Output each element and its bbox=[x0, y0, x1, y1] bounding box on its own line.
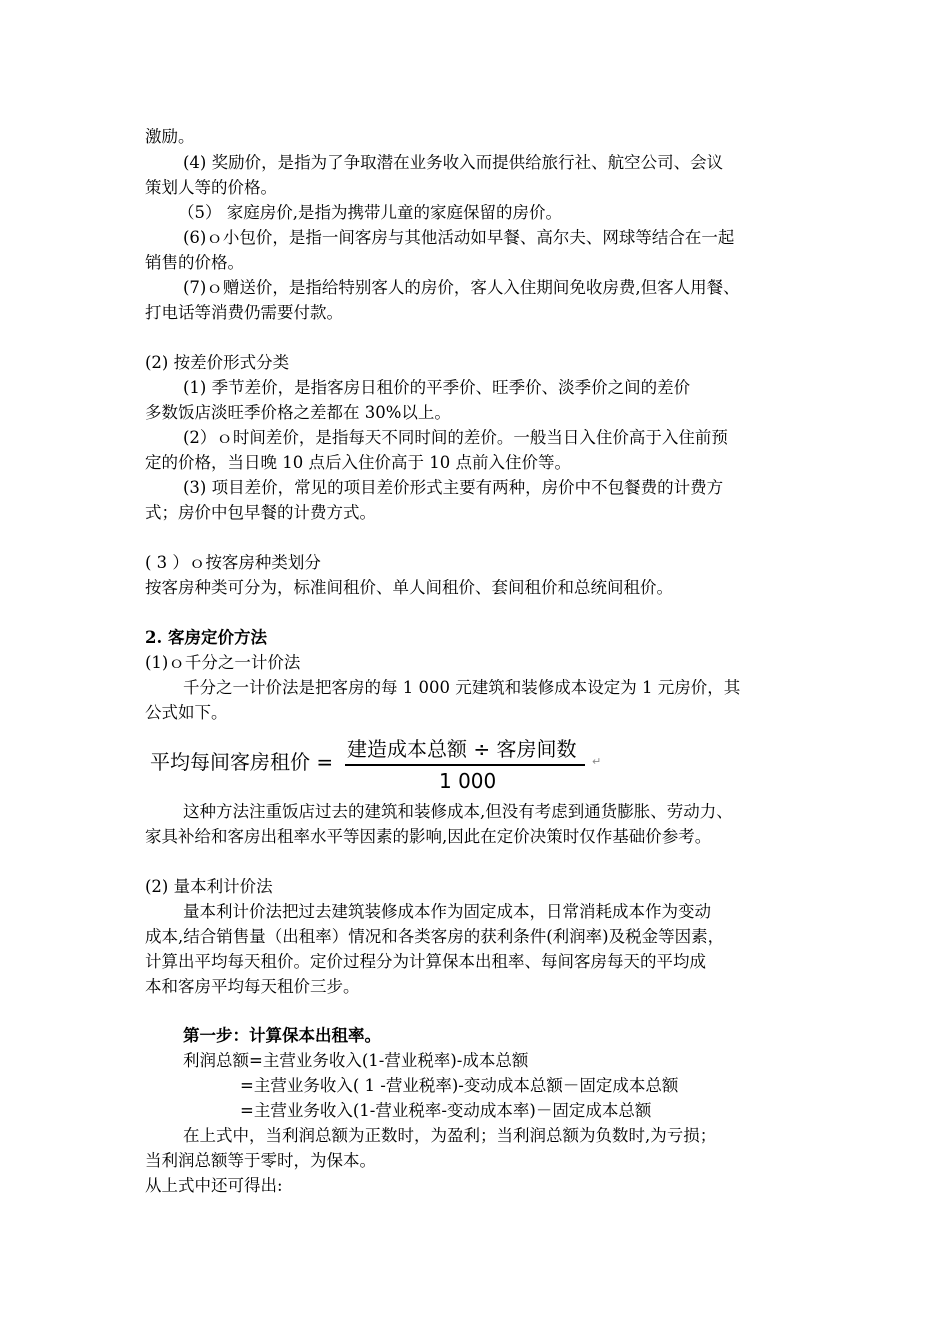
formula-numerator: 建造成本总额 ÷ 客房间数 bbox=[347, 737, 577, 761]
formula-lhs: 平均每间客房租价 = bbox=[150, 750, 334, 774]
equation-line: 利润总额=主营业务收入(1-营业税率)-成本总额 bbox=[183, 1051, 529, 1070]
text-line: 多数饭店淡旺季价格之差都在 30%以上。 bbox=[145, 403, 451, 422]
section-heading: (2) 按差价形式分类 bbox=[145, 353, 290, 372]
equation-line: =主营业务收入( 1 -营业税率)-变动成本总额－固定成本总额 bbox=[240, 1076, 679, 1095]
text-line: 式；房价中包早餐的计费方式。 bbox=[145, 503, 376, 522]
text-line: 成本,结合销售量（出租率）情况和各类客房的获利条件(利润率)及税金等因素， bbox=[145, 927, 725, 946]
formula bbox=[150, 733, 610, 793]
step-heading: 第一步：计算保本出租率。 bbox=[183, 1026, 381, 1045]
formula-denominator: 1 000 bbox=[439, 769, 497, 793]
text-line: (1) 季节差价，是指客房日租价的平季价、旺季价、淡季价之间的差价 bbox=[183, 378, 691, 397]
section-heading: 2. 客房定价方法 bbox=[145, 628, 267, 647]
text-line: 从上式中还可得出: bbox=[145, 1176, 283, 1195]
text-line: 定的价格，当日晚 10 点后入住价高于 10 点前入住价等。 bbox=[145, 453, 571, 472]
text-line: 本和客房平均每天租价三步。 bbox=[145, 977, 360, 996]
text-line: (3) 项目差价，常见的项目差价形式主要有两种，房价中不包餐费的计费方 bbox=[183, 478, 724, 497]
text-line: （5） 家庭房价,是指为携带儿童的家庭保留的房价。 bbox=[178, 203, 562, 222]
section-heading: ( 3 ）ｏ按客房种类划分 bbox=[145, 553, 321, 572]
subsection-heading: (2) 量本利计价法 bbox=[145, 877, 273, 896]
text-line: 公式如下。 bbox=[145, 703, 228, 722]
equation-line: =主营业务收入(1-营业税率-变动成本率)－固定成本总额 bbox=[240, 1101, 652, 1120]
text-line: 千分之一计价法是把客房的每 1 000 元建筑和装修成本设定为 1 元房价，其 bbox=[183, 678, 741, 697]
text-line: 策划人等的价格。 bbox=[145, 178, 277, 197]
text-line: 家具补给和客房出租率水平等因素的影响,因此在定价决策时仅作基础价参考。 bbox=[145, 827, 712, 846]
text-line: 计算出平均每天租价。定价过程分为计算保本出租率、每间客房每天的平均成 bbox=[145, 952, 706, 971]
text-line: 当利润总额等于零时，为保本。 bbox=[145, 1151, 376, 1170]
text-line: 按客房种类可分为，标准间租价、单人间租价、套间租价和总统间租价。 bbox=[145, 578, 673, 597]
text-line: 打电话等消费仍需要付款。 bbox=[145, 303, 343, 322]
text-line: (7)ｏ赠送价，是指给特别客人的房价，客人入住期间免收房费,但客人用餐、 bbox=[183, 278, 740, 297]
paragraph-mark-icon: ↵ bbox=[592, 755, 602, 768]
text-line: 这种方法注重饭店过去的建筑和装修成本,但没有考虑到通货膨胀、劳动力、 bbox=[183, 802, 733, 821]
text-line: 量本利计价法把过去建筑装修成本作为固定成本，日常消耗成本作为变动 bbox=[183, 902, 711, 921]
text-line: 销售的价格。 bbox=[145, 253, 244, 272]
text-line: 在上式中，当利润总额为正数时，为盈利；当利润总额为负数时,为亏损； bbox=[183, 1126, 717, 1145]
subsection-heading: (1)ｏ千分之一计价法 bbox=[145, 653, 301, 672]
text-line: (2）ｏ时间差价，是指每天不同时间的差价。一般当日入住价高于入住前预 bbox=[183, 428, 728, 447]
text-line: 激励。 bbox=[145, 127, 195, 146]
fraction-bar bbox=[345, 764, 585, 766]
text-line: (4) 奖励价，是指为了争取潜在业务收入而提供给旅行社、航空公司、会议 bbox=[183, 153, 724, 172]
text-line: (6)ｏ小包价，是指一间客房与其他活动如早餐、高尔夫、网球等结合在一起 bbox=[183, 228, 735, 247]
